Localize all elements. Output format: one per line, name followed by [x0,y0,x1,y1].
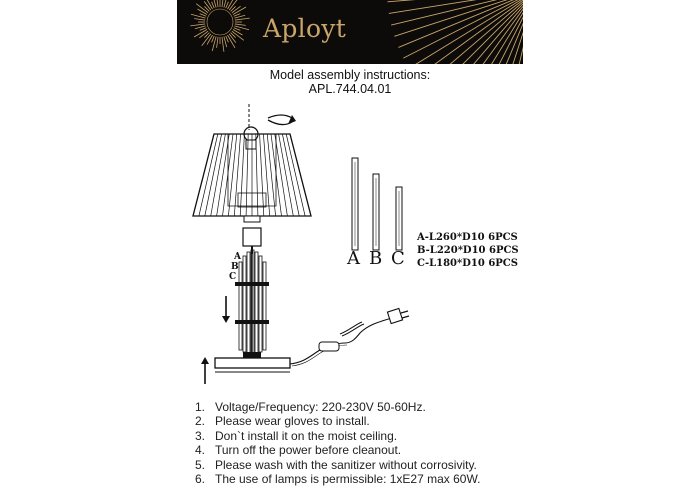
instruction-item: 4. Turn off the power before cleanout. [195,443,402,458]
crystal-rod-c [396,187,402,250]
crystal-column [239,250,266,354]
column-label-a: A [234,252,241,262]
crystal-rod-a [352,158,358,250]
instruction-item: 5. Please wash with the sanitizer without corrosivity. [195,457,477,472]
lamp-base [215,358,290,368]
instruction-item: 2. Please wear gloves to install. [195,414,370,429]
rod-spec-b: B-L220*D10 6PCS [417,245,519,256]
plug-icon [387,308,402,323]
lampshade [193,134,311,216]
rotate-arrow-icon [268,115,292,118]
power-cable [290,318,392,364]
instruction-list [195,400,615,486]
lamp-socket [243,228,261,246]
rod-label-b: B [369,248,383,269]
model-number: APL.744.04.01 [308,82,392,96]
crystal-rod-b [373,174,379,250]
rod-label-c: C [391,248,405,269]
instruction-item: 3. Don`t install it on the moist ceiling. [195,428,398,443]
instruction-item: 1. Voltage/Frequency: 220-230V 50-60Hz. [195,400,426,414]
column-label-b: B [231,262,239,272]
instruction-item: 6. The use of lamps is permissible: 1xE27 max 60W. [195,472,481,487]
document-title: Model assembly instructions: [269,68,431,82]
rod-label-a: A [347,248,360,269]
brand-logo: Aployt [263,14,347,43]
column-label-c: C [229,272,237,282]
rod-spec-a: A-L260*D10 6PCS [417,232,518,243]
rod-spec-c: C-L180*D10 6PCS [417,258,518,269]
inline-switch [319,342,339,351]
